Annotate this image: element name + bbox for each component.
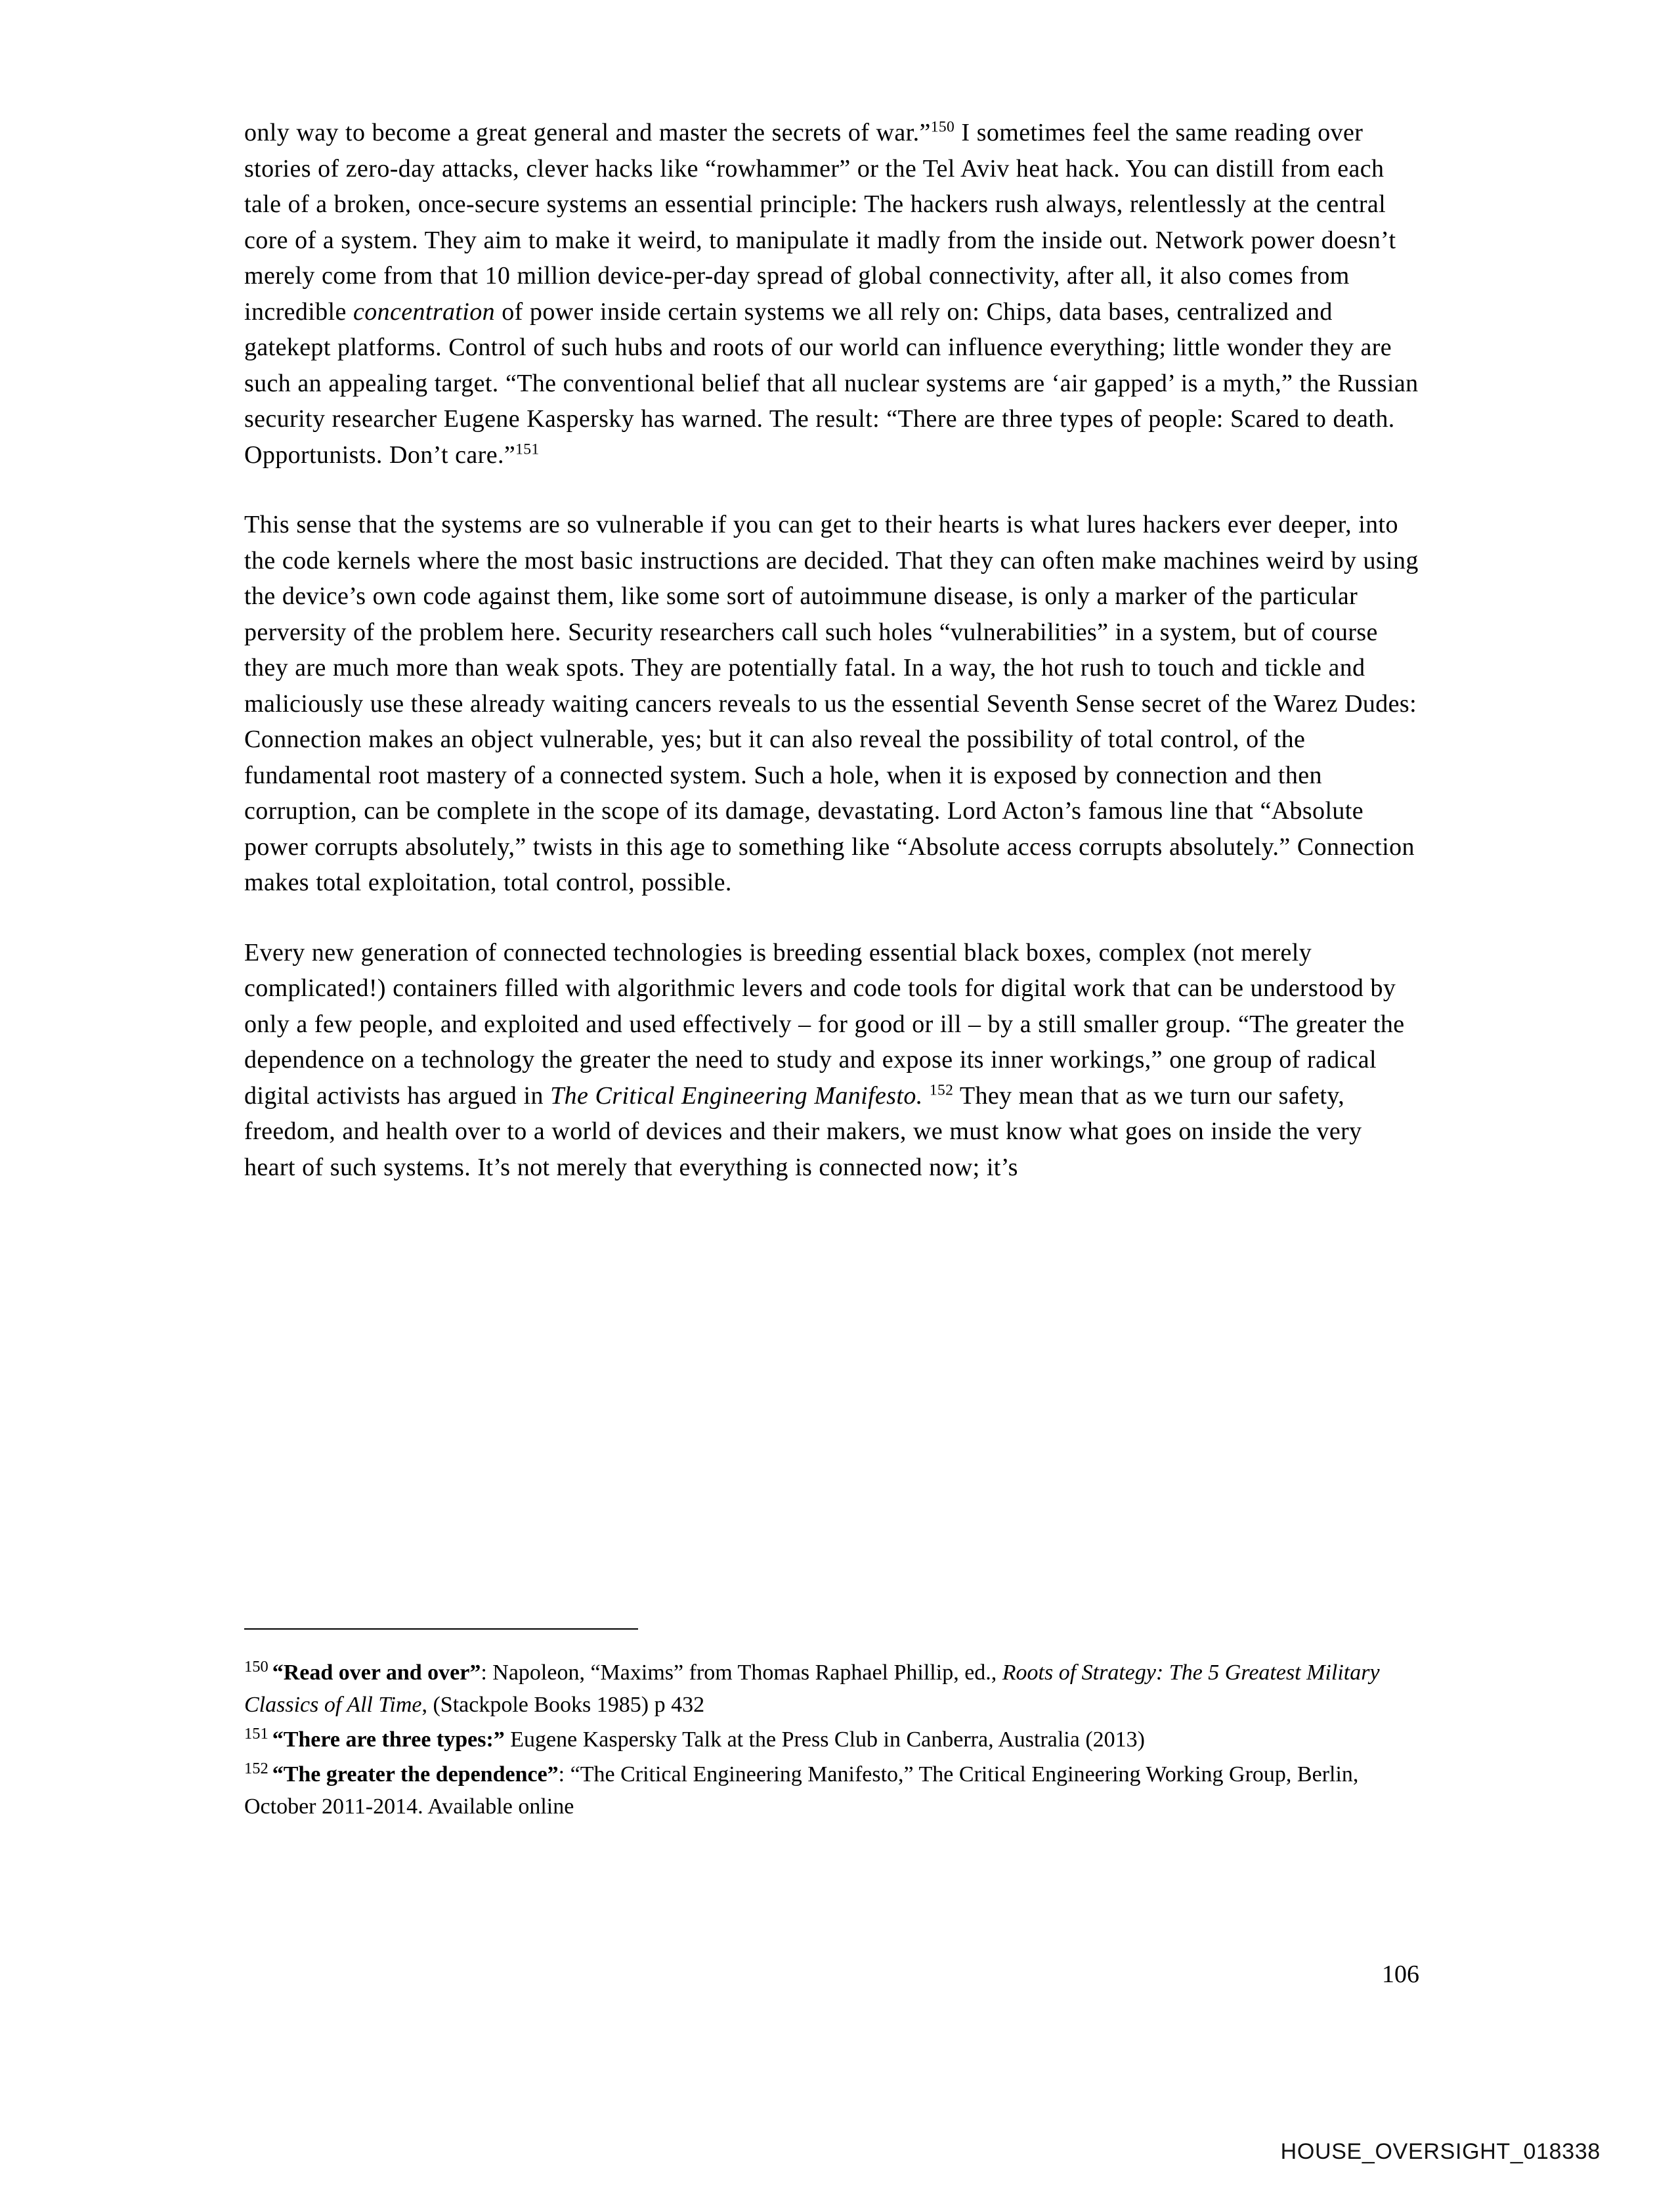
footnote-separator-rule [244,1628,638,1630]
footnote-152-number: 152 [244,1759,268,1777]
footnote-152 [244,1759,1419,1823]
footnote-150-italic-title: Roots of Strategy: The 5 Greatest Military Classics of All Time [244,1660,1380,1717]
bates-stamp: HOUSE_OVERSIGHT_018338 [1280,2139,1600,2164]
paragraph-3 [244,935,1419,1186]
paragraph-1-part-c: of power inside certain systems we all rely on: Chips, data bases, centralized and gatekept platforms. Control of such hubs and roots of our world can influence everything; little wonder they are such an appealing target. “The conventional belief that all nuclear systems are ‘air gapped’ is a myth,” the Russian security researcher Eugene Kaspersky has warned. The result: “There are three types of people: Scared to death. Opportunists. Don’t care.” [244,297,1419,469]
footnote-ref-152[interactable]: 152 [929,1081,954,1099]
page-number: 106 [1382,1961,1419,1988]
paragraph-2: This sense that the systems are so vulnerable if you can get to their hearts is what lures hackers ever deeper, into the code kernels where the most basic instructions are decided. That they can often make machines weird by using the device’s own code against them, like some sort of autoimmune disease, is only a marker of the particular perversity of the problem here. Security researchers call such holes “vulnerabilities” in a system, but of course they are much more than weak spots. They are potentially fatal. In a way, the hot rush to touch and tickle and maliciously use these already waiting cancers reveals to us the essential Seventh Sense secret of the Warez Dudes: Connection makes an object vulnerable, yes; but it can also reveal the possibility of total control, of the fundamental root mastery of a connected system. Such a hole, when it is exposed by connection and then corruption, can be complete in the scope of its damage, devastating. Lord Acton’s famous line that “Absolute power corrupts absolutely,” twists in this age to something like “Absolute access corrupts absolutely.” Connection makes total exploitation, total control, possible. [244,511,1419,897]
footnote-151 [244,1724,1419,1756]
footnote-150-lead: “Read over and over” [272,1660,481,1685]
paragraph-3-title-italic: The Critical Engineering Manifesto. [550,1081,923,1110]
paragraph-3-part-b: They mean that as we turn our safety, freedom, and health over to a world of devices and their makers, we must know what goes on inside the very heart of such systems. It’s not merely that everything is connected now; it’s [244,1081,1362,1181]
paragraph-1-part-a: only way to become a great general and master the secrets of war.” [244,119,931,146]
paragraph-1 [244,115,1419,473]
footnote-152-text-a: : “The Critical Engineering Manifesto,” The Critical Engineering Working Group, Berlin, October 2011-2014. Available online [244,1762,1359,1819]
footnote-ref-150[interactable]: 150 [930,118,955,136]
footnote-151-number: 151 [244,1724,268,1743]
footnote-ref-151[interactable]: 151 [515,440,540,458]
paragraph-1-part-b: I sometimes feel the same reading over stories of zero-day attacks, clever hacks like “rowhammer” or the Tel Aviv heat hack. You can distill from each tale of a broken, once-secure systems an essential principle: The hackers rush always, relentlessly at the central core of a system. They aim to make it weird, to manipulate it madly from the inside out. Network power doesn’t merely come from that 10 million device-per-day spread of global connectivity, after all, it also comes from incredible [244,119,1396,326]
body-text-column [244,115,1419,1185]
footnote-151-text-a: Eugene Kaspersky Talk at the Press Club in Canberra, Australia (2013) [504,1727,1145,1752]
paragraph-3-part-a: Every new generation of connected technologies is breeding essential black boxes, complex (not merely complicated!) containers filled with algorithmic levers and code tools for digital work that can be understood by only a few people, and exploited and used effectively – for good or ill – by a still smaller group. “The greater the dependence on a technology the greater the need to study and expose its inner workings,” one group of radical digital activists has argued in [244,938,1405,1110]
footnote-151-lead: “There are three types:” [272,1727,505,1752]
footnote-150-text-a: : Napoleon, “Maxims” from Thomas Raphael Phillip, ed., [481,1660,1002,1685]
paragraph-1-emphasis: concentration [353,297,495,326]
footnote-150 [244,1657,1419,1722]
footnote-section [244,1628,1419,1826]
footnote-152-lead: “The greater the dependence” [272,1762,559,1787]
footnote-150-text-b: , (Stackpole Books 1985) p 432 [421,1692,705,1717]
footnote-150-number: 150 [244,1657,268,1676]
